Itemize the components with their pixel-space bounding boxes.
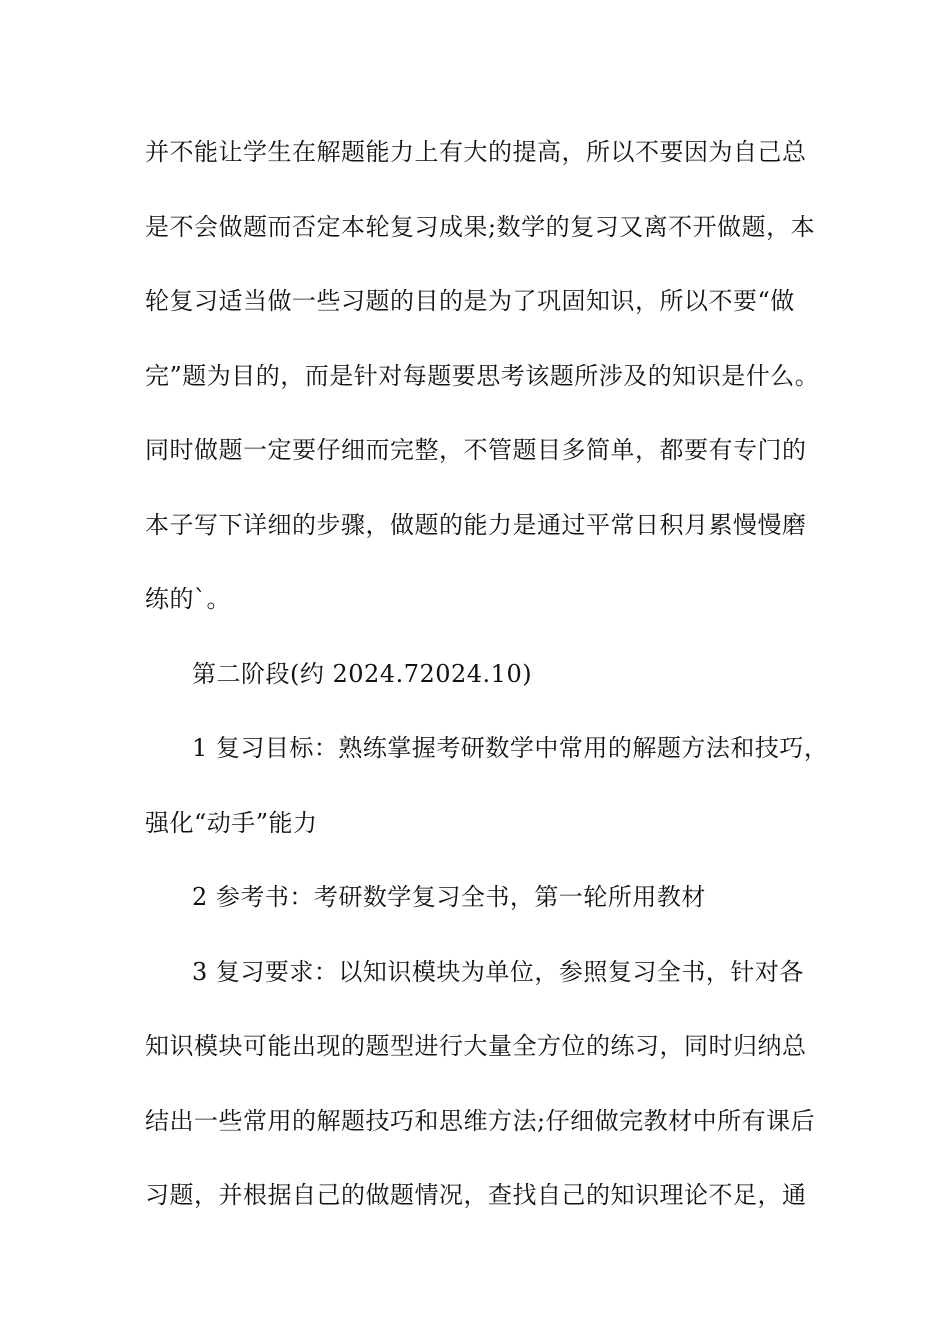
paragraph-line: 本子写下详细的步骤，做题的能力是通过平常日积月累慢慢磨 bbox=[145, 511, 807, 539]
list-item-line: 2 参考书：考研数学复习全书，第一轮所用教材 bbox=[192, 883, 706, 911]
paragraph-line: 知识模块可能出现的题型进行大量全方位的练习，同时归纳总 bbox=[145, 1032, 807, 1060]
paragraph-line: 强化“动手”能力 bbox=[145, 809, 318, 837]
paragraph-line: 习题，并根据自己的做题情况，查找自己的知识理论不足，通 bbox=[145, 1181, 807, 1209]
paragraph-line: 轮复习适当做一些习题的目的是为了巩固知识，所以不要“做 bbox=[145, 287, 795, 315]
section-heading: 第二阶段(约 2024.72024.10) bbox=[192, 660, 533, 688]
paragraph-line: 同时做题一定要仔细而完整，不管题目多简单，都要有专门的 bbox=[145, 436, 807, 464]
paragraph-line: 完”题为目的，而是针对每题要思考该题所涉及的知识是什么。 bbox=[145, 362, 820, 390]
paragraph-line: 练的`。 bbox=[145, 585, 231, 613]
paragraph-line: 是不会做题而否定本轮复习成果;数学的复习又离不开做题，本 bbox=[145, 213, 816, 241]
list-item-line: 3 复习要求：以知识模块为单位，参照复习全书，针对各 bbox=[192, 958, 804, 986]
list-item-line: 1 复习目标：熟练掌握考研数学中常用的解题方法和技巧， bbox=[192, 734, 829, 762]
paragraph-line: 结出一些常用的解题技巧和思维方法;仔细做完教材中所有课后 bbox=[145, 1107, 816, 1135]
paragraph-line: 并不能让学生在解题能力上有大的提高，所以不要因为自己总 bbox=[145, 138, 807, 166]
